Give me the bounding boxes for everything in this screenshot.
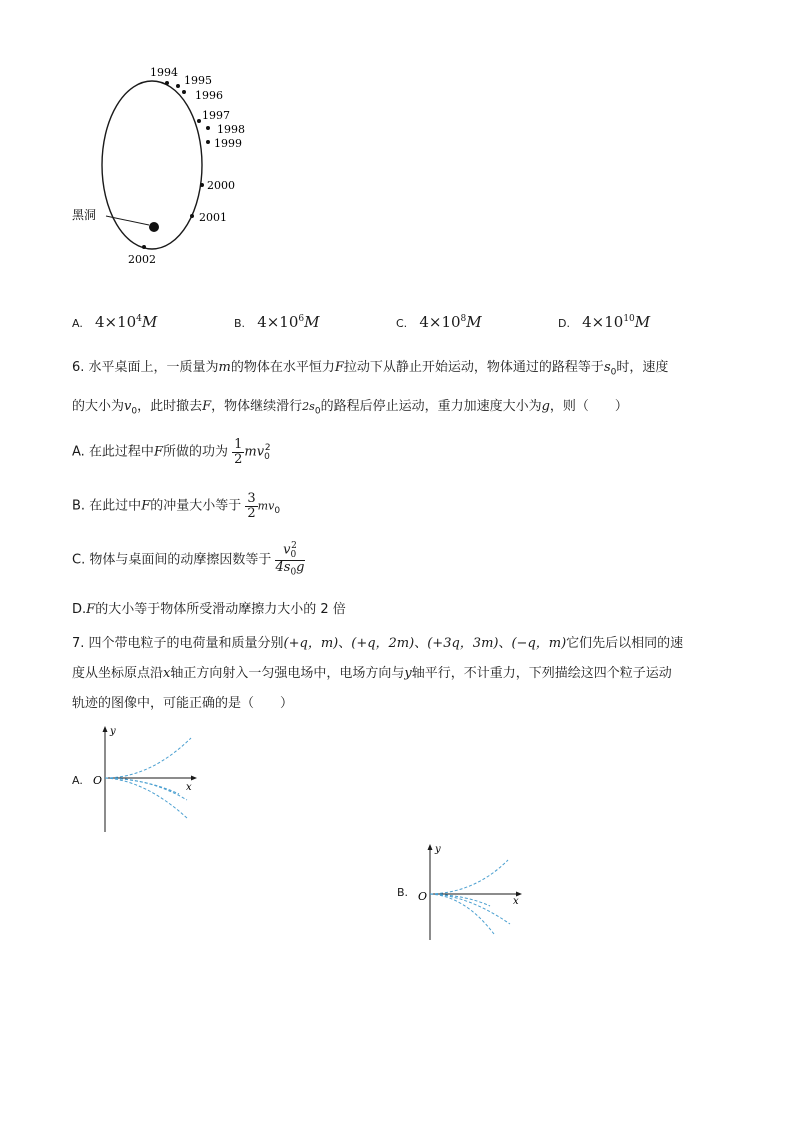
year-label: 1994	[150, 66, 178, 79]
year-label: 2002	[128, 253, 156, 266]
trajectory-curve	[105, 778, 187, 818]
black-hole-label: 黑洞	[72, 208, 97, 222]
q6-option-d[interactable]: D.F的大小等于物体所受滑动摩擦力大小的 2 倍	[72, 602, 346, 617]
year-label: 1999	[214, 137, 242, 150]
q7-graph-a[interactable]	[85, 722, 205, 834]
x-axis-arrow	[191, 776, 197, 781]
fraction: $\frac{v_0^2}{4s_0g}$	[275, 541, 305, 578]
origin-label: O	[418, 890, 428, 903]
fraction: $\frac{3}{2}$	[247, 491, 256, 521]
year-label: 1995	[184, 74, 212, 87]
q5-option-d[interactable]	[558, 313, 650, 331]
q7-graph-b[interactable]	[410, 838, 530, 950]
orbit-point-1996	[182, 90, 186, 94]
option-value: $4\times 10^8M$	[419, 313, 482, 331]
year-label: 2001	[199, 211, 227, 224]
x-axis-label: x	[186, 782, 192, 793]
orbit-point-2002	[142, 245, 146, 249]
option-value: $4\times 10^4M$	[94, 313, 158, 331]
year-label: 1998	[217, 123, 245, 136]
x-axis-label: x	[513, 896, 519, 907]
orbit-point-1999	[206, 140, 210, 144]
year-label: 1996	[195, 89, 223, 102]
q5-option-a[interactable]	[72, 313, 157, 331]
orbit-diagram	[60, 55, 260, 275]
q6-option-c[interactable]: C. 物体与桌面间的动摩擦因数等于 $\frac{v_0^2}{4s_0g}$	[72, 541, 305, 578]
option-letter: A.	[72, 317, 83, 330]
fraction: $\frac{1}{2}$	[234, 437, 243, 467]
trajectory-curve	[105, 738, 191, 778]
y-axis-label: y	[110, 726, 116, 737]
option-letter: B.	[234, 317, 246, 330]
trajectory-curve	[430, 894, 490, 906]
origin-label: O	[93, 774, 103, 787]
q7-stem-line3: 轨迹的图像中，可能正确的是（ ）	[72, 696, 294, 711]
q7-option-b-label[interactable]: B.	[397, 886, 409, 899]
q6-option-a[interactable]: A. 在此过程中F所做的功为 $\frac{1}{2}$ $mv_0^2$	[72, 437, 271, 467]
orbit-point-1994	[165, 81, 169, 85]
orbit-point-1998	[206, 126, 210, 130]
orbit-point-1995	[176, 84, 180, 88]
orbit-point-1997	[197, 119, 201, 123]
y-axis-arrow	[428, 844, 433, 850]
option-letter: C.	[396, 317, 408, 330]
black-hole-pointer	[106, 216, 149, 225]
q7-option-a-label[interactable]: A.	[72, 774, 83, 787]
q6-option-b[interactable]: B. 在此过中F的冲量大小等于 $\frac{3}{2}$ $mv_0$	[72, 491, 281, 521]
option-value: $4\times 10^6M$	[257, 313, 320, 331]
q6-stem-line1: 6. 水平桌面上，一质量为m的物体在水平恒力F拉动下从静止开始运动，物体通过的路程等于$s_0$时，速度	[72, 360, 669, 378]
trajectory-curve	[430, 860, 508, 894]
trajectory-curve	[105, 778, 179, 794]
q5-option-b[interactable]	[234, 313, 319, 331]
orbit-point-2000	[200, 183, 204, 187]
q5-option-c[interactable]	[396, 313, 482, 331]
black-hole	[149, 222, 159, 232]
trajectory-curve	[430, 894, 510, 924]
q6-stem-line2: 的大小为$v_0$，此时撤去F，物体继续滑行$2s_0$的路程后停止运动，重力加速度大小为g，则（ ）	[72, 399, 628, 417]
option-letter: D.	[558, 317, 570, 330]
q7-stem-line2: 度从坐标原点沿x轴正方向射入一匀强电场中，电场方向与y轴平行，不计重力，下列描绘这四个粒子运动	[72, 666, 672, 681]
year-label: 1997	[202, 109, 230, 122]
y-axis-label: y	[435, 844, 441, 855]
y-axis-arrow	[103, 726, 108, 732]
option-value: $4\times 10^{10}M$	[582, 313, 651, 331]
year-label: 2000	[207, 179, 235, 192]
orbit-point-2001	[190, 214, 194, 218]
q7-stem-line1: 7. 四个带电粒子的电荷量和质量分别(+q，m)、(+q，2m)、(+3q，3m)、(−q，m)它们先后以相同的速	[72, 636, 684, 651]
